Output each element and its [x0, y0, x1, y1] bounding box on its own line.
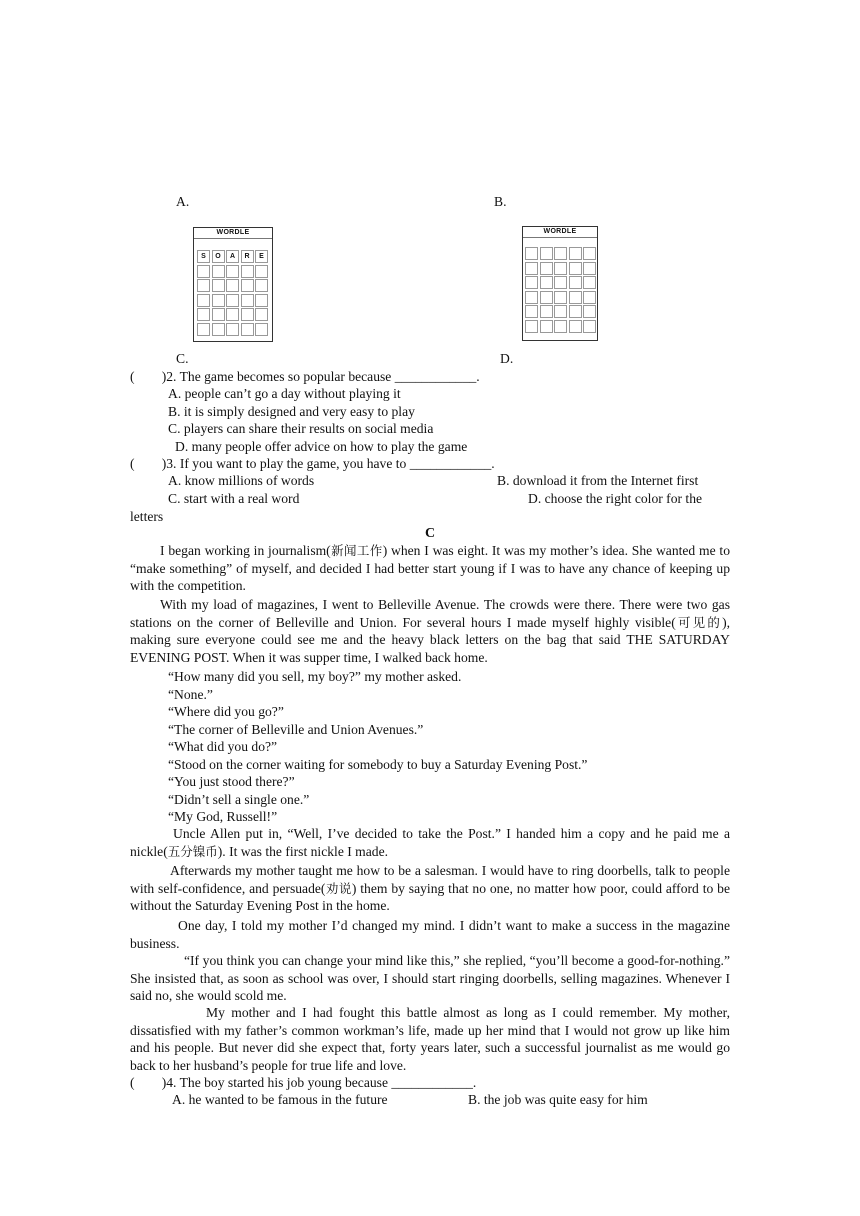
wordle-cell: [583, 276, 596, 289]
wordle-cell: [554, 320, 567, 333]
wordle-cell: [554, 305, 567, 318]
wordle-cell: [554, 291, 567, 304]
section-title: C: [424, 526, 436, 541]
q4-option-b: B. the job was quite easy for him: [468, 1092, 648, 1107]
dialogue-line-9: “My God, Russell!”: [168, 809, 278, 824]
wordle-cell: [226, 279, 239, 292]
passage-paragraph-6: “If you think you can change your mind like this,” she replied, “you’ll become a good-for-nothing.” She insisted that, as soon as school was over, I should start ringing doorbells, selling magazines. Whenever I said no, she would scold me.: [130, 953, 730, 1003]
q3-stem: ( )3. If you want to play the game, you have to ____________.: [130, 456, 495, 471]
wordle-cell: [525, 262, 538, 275]
wordle-cell: [540, 247, 553, 260]
q2-option-c: C. players can share their results on social media: [168, 421, 434, 436]
wordle-cell: [525, 276, 538, 289]
q3-option-d: D. choose the right color for the: [528, 491, 703, 506]
passage-paragraph-4: [130, 862, 730, 915]
option-a-label: A.: [176, 194, 190, 209]
wordle-cell: [226, 265, 239, 278]
wordle-cell: [569, 320, 582, 333]
p3-text-b: ). It was the first nickle I made.: [217, 843, 389, 859]
wordle-cell: [569, 276, 582, 289]
wordle-cell: [241, 323, 254, 336]
wordle-cell: [197, 323, 210, 336]
wordle-cell: S: [197, 250, 210, 263]
q2-option-a: A. people can’t go a day without playing it: [168, 386, 401, 401]
dialogue-line-5: “What did you do?”: [168, 739, 278, 754]
p2-chinese-gloss: 可见的: [675, 614, 723, 630]
p1-text-b: ) when I was eight. It was my mother’s idea. She wanted me to “make something” of myself, and decided I had better start young if I was to have any chance of keeping up with the competition.: [130, 543, 730, 593]
p4-text-a: Afterwards my mother taught me how to be a salesman. I would have to ring doorbells, talk to people with self-confidence, and persuade(: [130, 863, 730, 896]
wordle-cell: [583, 291, 596, 304]
wordle-cell: [569, 247, 582, 260]
wordle-cell: [525, 247, 538, 260]
wordle-title-left: WORDLE: [194, 228, 272, 239]
p3-text-a: Uncle Allen put in, “Well, I’ve decided to take the Post.” I handed him a copy and he paid me a nickle(: [130, 826, 730, 859]
q2-option-d: D. many people offer advice on how to play the game: [175, 439, 468, 454]
p3-chinese-gloss: 五分镍币: [167, 843, 218, 859]
passage-paragraph-5: One day, I told my mother I’d changed my mind. I didn’t want to make a success in the magazine business.: [130, 918, 730, 951]
q2-stem: ( )2. The game becomes so popular because ____________.: [130, 369, 480, 384]
wordle-cell: [197, 294, 210, 307]
wordle-image-left: [193, 227, 273, 342]
wordle-cell: [255, 265, 268, 278]
wordle-cell: [255, 294, 268, 307]
wordle-cell: [241, 294, 254, 307]
option-d-label: D.: [500, 351, 514, 366]
p2-text-a: With my load of magazines, I went to Belleville Avenue. The crowds were there. There were two gas stations on the corner of Belleville and Union. For several hours I made myself highly visible(: [130, 597, 730, 630]
q3-option-a: A. know millions of words: [168, 473, 315, 488]
wordle-cell: [197, 308, 210, 321]
wordle-cell: [197, 265, 210, 278]
wordle-cell: [540, 291, 553, 304]
wordle-cell: [525, 305, 538, 318]
wordle-cell: R: [241, 250, 254, 263]
dialogue-line-1: “How many did you sell, my boy?” my mother asked.: [168, 669, 462, 684]
wordle-cell: [241, 308, 254, 321]
dialogue-line-2: “None.”: [168, 687, 213, 702]
passage-paragraph-1: [130, 542, 730, 595]
wordle-cell: [241, 265, 254, 278]
dialogue-line-4: “The corner of Belleville and Union Avenues.”: [168, 722, 424, 737]
wordle-cell: [255, 279, 268, 292]
wordle-cell: [583, 305, 596, 318]
wordle-cell: [212, 294, 225, 307]
wordle-cell: [540, 305, 553, 318]
wordle-cell: [540, 276, 553, 289]
wordle-cell: [255, 308, 268, 321]
wordle-cell: [212, 279, 225, 292]
wordle-cell: [569, 305, 582, 318]
wordle-cell: [569, 291, 582, 304]
passage-paragraph-3: [130, 825, 730, 860]
q4-stem: ( )4. The boy started his job young because ____________.: [130, 1075, 477, 1090]
wordle-grid-right: [525, 247, 596, 333]
wordle-cell: [583, 262, 596, 275]
wordle-cell: E: [255, 250, 268, 263]
p4-chinese-gloss: 劝说: [325, 880, 352, 896]
wordle-image-right: [522, 226, 598, 341]
p1-text-a: I began working in journalism(: [160, 543, 331, 558]
wordle-cell: [525, 291, 538, 304]
q3-option-b: B. download it from the Internet first: [497, 473, 699, 488]
wordle-cell: [554, 276, 567, 289]
option-b-label: B.: [494, 194, 507, 209]
q3-option-c: C. start with a real word: [168, 491, 300, 506]
wordle-cell: [540, 320, 553, 333]
passage-paragraph-2: [130, 596, 730, 666]
wordle-cell: [554, 247, 567, 260]
wordle-cell: O: [212, 250, 225, 263]
q2-option-b: B. it is simply designed and very easy to play: [168, 404, 415, 419]
dialogue-line-8: “Didn’t sell a single one.”: [168, 792, 310, 807]
p4-text-b: ) them by saying that no one, no matter how poor, could afford to be without the Saturday Evening Post in the home.: [130, 880, 730, 913]
wordle-cell: [554, 262, 567, 275]
q4-option-a: A. he wanted to be famous in the future: [172, 1092, 388, 1107]
wordle-grid-left: [197, 250, 268, 336]
p1-chinese-gloss: 新闻工作: [330, 543, 383, 558]
wordle-cell: [197, 279, 210, 292]
wordle-cell: [212, 308, 225, 321]
wordle-cell: [241, 279, 254, 292]
p2-text-b: ), making sure everyone could see me and the heavy black letters on the bag that said THE SATURDAY EVENING POST. When it was supper time, I walked back home.: [130, 614, 730, 665]
wordle-cell: [212, 323, 225, 336]
dialogue-line-7: “You just stood there?”: [168, 774, 295, 789]
wordle-cell: [226, 294, 239, 307]
wordle-cell: [540, 262, 553, 275]
wordle-title-right: WORDLE: [523, 227, 597, 238]
dialogue-line-3: “Where did you go?”: [168, 704, 284, 719]
passage-paragraph-7: My mother and I had fought this battle almost as long as I could remember. My mother, dissatisfied with my father’s common workman’s life, made up her mind that I would not grow up like him and his people. But never did she expect that, forty years later, such a successful journalist as me would go back to her husband’s people for true life and love.: [130, 1005, 730, 1073]
wordle-cell: [525, 320, 538, 333]
wordle-cell: [226, 323, 239, 336]
option-c-label: C.: [176, 351, 189, 366]
wordle-cell: [583, 320, 596, 333]
wordle-cell: [255, 323, 268, 336]
wordle-cell: [212, 265, 225, 278]
dialogue-line-6: “Stood on the corner waiting for somebody to buy a Saturday Evening Post.”: [168, 757, 588, 772]
wordle-cell: [569, 262, 582, 275]
wordle-cell: A: [226, 250, 239, 263]
wordle-cell: [583, 247, 596, 260]
q3-option-d-continued: letters: [130, 509, 164, 524]
wordle-cell: [226, 308, 239, 321]
